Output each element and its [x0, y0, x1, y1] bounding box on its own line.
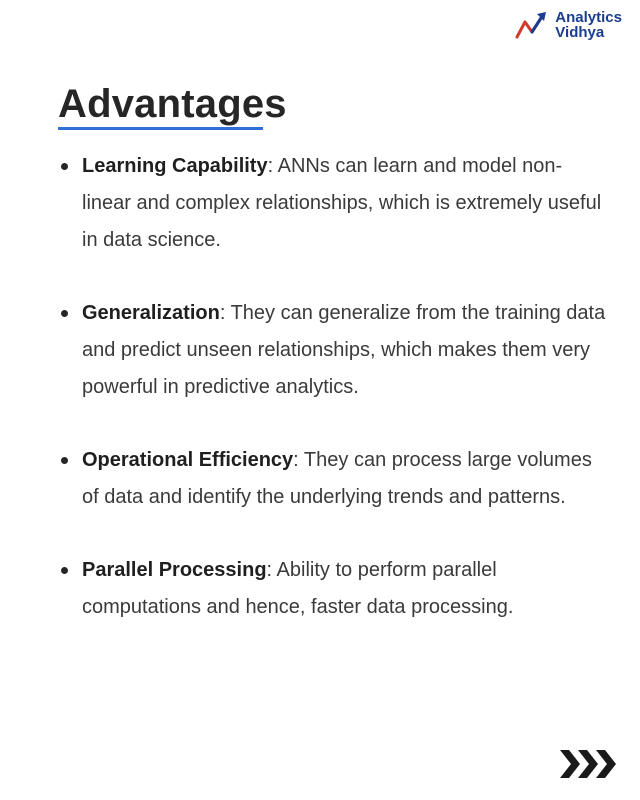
item-text: : ANNs can learn and model non-linear and complex relationships, which is extremely useful in data science. [82, 155, 602, 251]
item-text: : They can process large volumes of data and identify the underlying trends and patterns. [82, 449, 592, 508]
bullet-icon [61, 310, 68, 317]
list-item [58, 442, 608, 516]
page-title: Advantages [58, 82, 287, 126]
bullet-icon [61, 457, 68, 464]
next-button[interactable] [558, 747, 620, 786]
list-item [58, 148, 608, 259]
brand-logo [515, 10, 622, 40]
item-text: : They can generalize from the training data and predict unseen relationships, which makes them very powerful in predictive analytics. [82, 302, 606, 398]
advantages-list [58, 148, 608, 626]
bullet-icon [61, 567, 68, 574]
item-title: Operational Efficiency [82, 449, 294, 471]
triple-chevron-right-icon [558, 747, 620, 781]
item-title: Parallel Processing [82, 559, 267, 581]
title-underline [58, 127, 263, 130]
brand-line2: Vidhya [555, 24, 605, 41]
item-title: Learning Capability [82, 155, 268, 177]
bullet-icon [61, 163, 68, 170]
brand-name [555, 10, 622, 40]
brand-line1: Analytics [555, 9, 622, 26]
analytics-vidhya-logo-icon [515, 10, 549, 40]
list-item [58, 295, 608, 406]
item-text: : Ability to perform parallel computations and hence, faster data processing. [82, 559, 514, 618]
item-title: Generalization [82, 302, 220, 324]
list-item [58, 552, 608, 626]
